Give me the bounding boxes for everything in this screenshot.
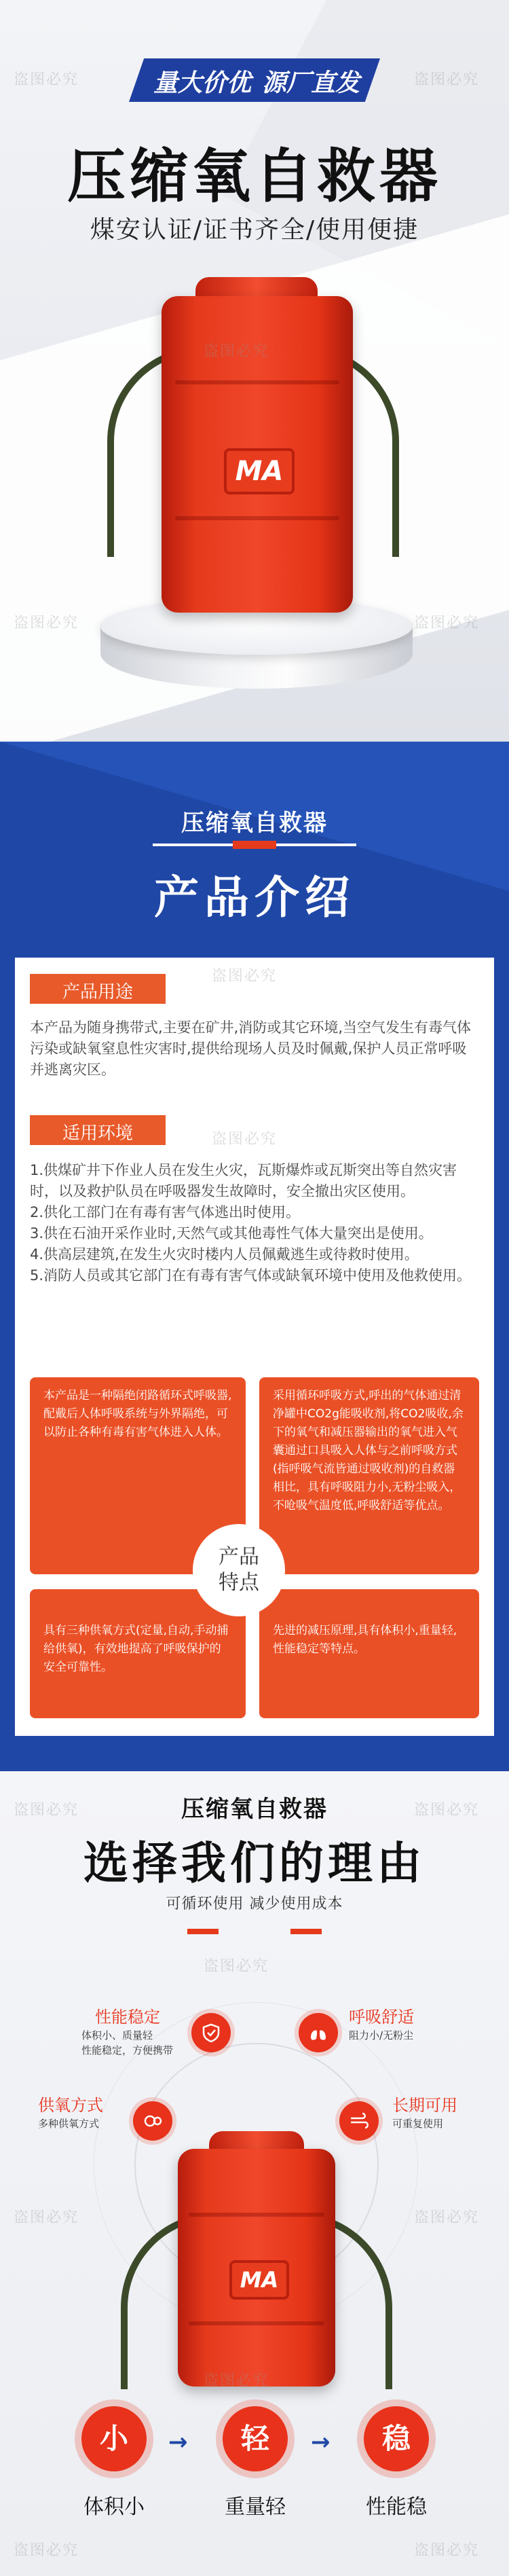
hero-title: 压缩氧自救器	[67, 143, 442, 211]
watermark: 盗图必究	[414, 2542, 480, 2559]
intro-section	[0, 742, 509, 1771]
size-circle	[81, 2406, 147, 2471]
why-subtitle: 可循环使用 减少使用成本	[166, 1895, 343, 1912]
intro-heading-small: 压缩氧自救器	[181, 810, 328, 837]
watermark: 盗图必究	[204, 2372, 269, 2389]
env-item: 3.供在石油开采作业时,天然气或其他毒性气体大量突出是使用。	[30, 1225, 433, 1241]
hero-product-image	[122, 272, 394, 625]
watermark: 盗图必究	[14, 1802, 79, 1819]
watermark: 盗图必究	[14, 71, 79, 88]
watermark: 盗图必究	[414, 71, 480, 88]
watermark: 盗图必究	[414, 2209, 480, 2226]
hero-tag-banner	[129, 58, 380, 102]
size-label: 体积小	[83, 2495, 145, 2519]
feature-box: 具有三种供氧方式(定量,自动,手动捕给供氧)，有效地提高了呼吸保护的安全可靠性。	[30, 1589, 246, 1718]
watermark: 盗图必究	[204, 343, 269, 360]
device-rib	[189, 2321, 324, 2325]
feature-center-line1: 产品	[219, 1545, 259, 1569]
hero-subtitle: 煤安认证/证书齐全/使用便捷	[90, 216, 419, 244]
env-item: 5.消防人员或其它部门在有毒有害气体或缺氧环境中使用及他救使用。	[30, 1267, 472, 1284]
intro-card	[15, 958, 494, 1736]
arrow-icon: →	[168, 2429, 188, 2456]
device-rib	[175, 516, 339, 520]
env-item: 4.供高层建筑,在发生火灾时楼内人员佩戴逃生或待救时使用。	[30, 1246, 419, 1263]
watermark: 盗图必究	[414, 1802, 480, 1819]
feature-box: 先进的减压原理,具有体积小,重量轻,性能稳定等特点。	[259, 1589, 479, 1718]
feature-desc: 多种供氧方式	[38, 2118, 100, 2130]
feature-desc: 体积小、质量轻 性能稳定，方便携带	[81, 2029, 174, 2056]
watermark: 盗图必究	[414, 615, 480, 632]
shield-icon	[191, 2013, 231, 2052]
env-label	[30, 1115, 166, 1145]
feature-title: 供氧方式	[38, 2096, 103, 2115]
stable-circle	[364, 2406, 429, 2471]
watermark: 盗图必究	[14, 615, 79, 632]
env-label-text: 适用环境	[62, 1123, 133, 1144]
intro-divider	[153, 843, 356, 846]
feature-center-circle	[197, 1528, 281, 1612]
watermark: 盗图必究	[14, 2209, 79, 2226]
why-heading-small: 压缩氧自救器	[181, 1796, 328, 1823]
env-list	[30, 1160, 479, 1286]
env-item: 1.供煤矿井下作业人员在发生火灾，瓦斯爆炸或瓦斯突出等自然灾害时，以及救护队员在呼吸器发生故障时，安全撤出灾区使用。	[30, 1162, 457, 1199]
watermark: 盗图必究	[14, 2542, 79, 2559]
intro-heading-big: 产品介绍	[154, 871, 355, 924]
stable-char: 稳	[381, 2422, 411, 2455]
stable-label: 性能稳	[366, 2495, 427, 2519]
feature-title: 长期可用	[392, 2096, 457, 2115]
why-product-image	[148, 2131, 365, 2389]
feature-box: 采用循环呼吸方式,呼出的气体通过清净罐中CO2g能吸收剂,将CO2吸收,余下的氧气和减压器输出的氧气进入气囊通过口具吸入人体与之前呼吸方式(指呼吸气流皆通过吸收剂)的自救器相比，具有呼吸阻力小,无粉尘吸入，不呛吸气温度低,呼吸舒适等优点。	[259, 1377, 479, 1574]
why-heading-big: 选择我们的理由	[83, 1837, 426, 1889]
why-section	[0, 1771, 509, 2576]
watermark: 盗图必究	[212, 968, 278, 985]
hero-section	[0, 0, 509, 742]
arrow-icon: →	[311, 2429, 331, 2456]
feature-title: 性能稳定	[95, 2008, 160, 2027]
hero-tag-left: 量大价优	[153, 69, 252, 97]
weight-label: 重量轻	[225, 2495, 286, 2519]
weight-circle	[223, 2406, 288, 2471]
weight-char: 轻	[240, 2422, 269, 2455]
usage-label	[30, 974, 166, 1004]
feature-desc: 阻力小/无粉尘	[349, 2029, 414, 2042]
env-item: 2.供化工部门在有毒有害气体逃出时使用。	[30, 1204, 301, 1220]
hero-tag-right: 源厂直发	[262, 69, 360, 97]
device-rib	[189, 2213, 324, 2217]
feature-center-line2: 特点	[219, 1571, 259, 1595]
size-char: 小	[99, 2422, 128, 2455]
watermark: 盗图必究	[204, 1958, 269, 1975]
feature-desc: 可重复使用	[392, 2118, 444, 2130]
ma-badge: MA	[229, 2260, 289, 2300]
why-dash-right	[290, 1929, 322, 1934]
ma-badge: MA	[224, 448, 295, 494]
watermark: 盗图必究	[212, 1131, 278, 1148]
why-dash-left	[187, 1929, 219, 1934]
feature-title: 呼吸舒适	[349, 2008, 414, 2027]
device-rib	[175, 380, 339, 384]
lungs-icon	[299, 2013, 338, 2052]
usage-label-text: 产品用途	[62, 982, 133, 1002]
feature-box: 本产品是一种隔绝闭路循环式呼吸器,配戴后人体呼吸系统与外界隔绝，可以防止各种有毒有害气体进入人体。	[30, 1377, 246, 1574]
usage-text: 本产品为随身携带式,主要在矿井,消防或其它环境,当空气发生有毒气体污染或缺氧窒息性灾害时,提供给现场人员及时佩戴,保护人员正常呼吸并逃离灾区。	[30, 1019, 472, 1078]
